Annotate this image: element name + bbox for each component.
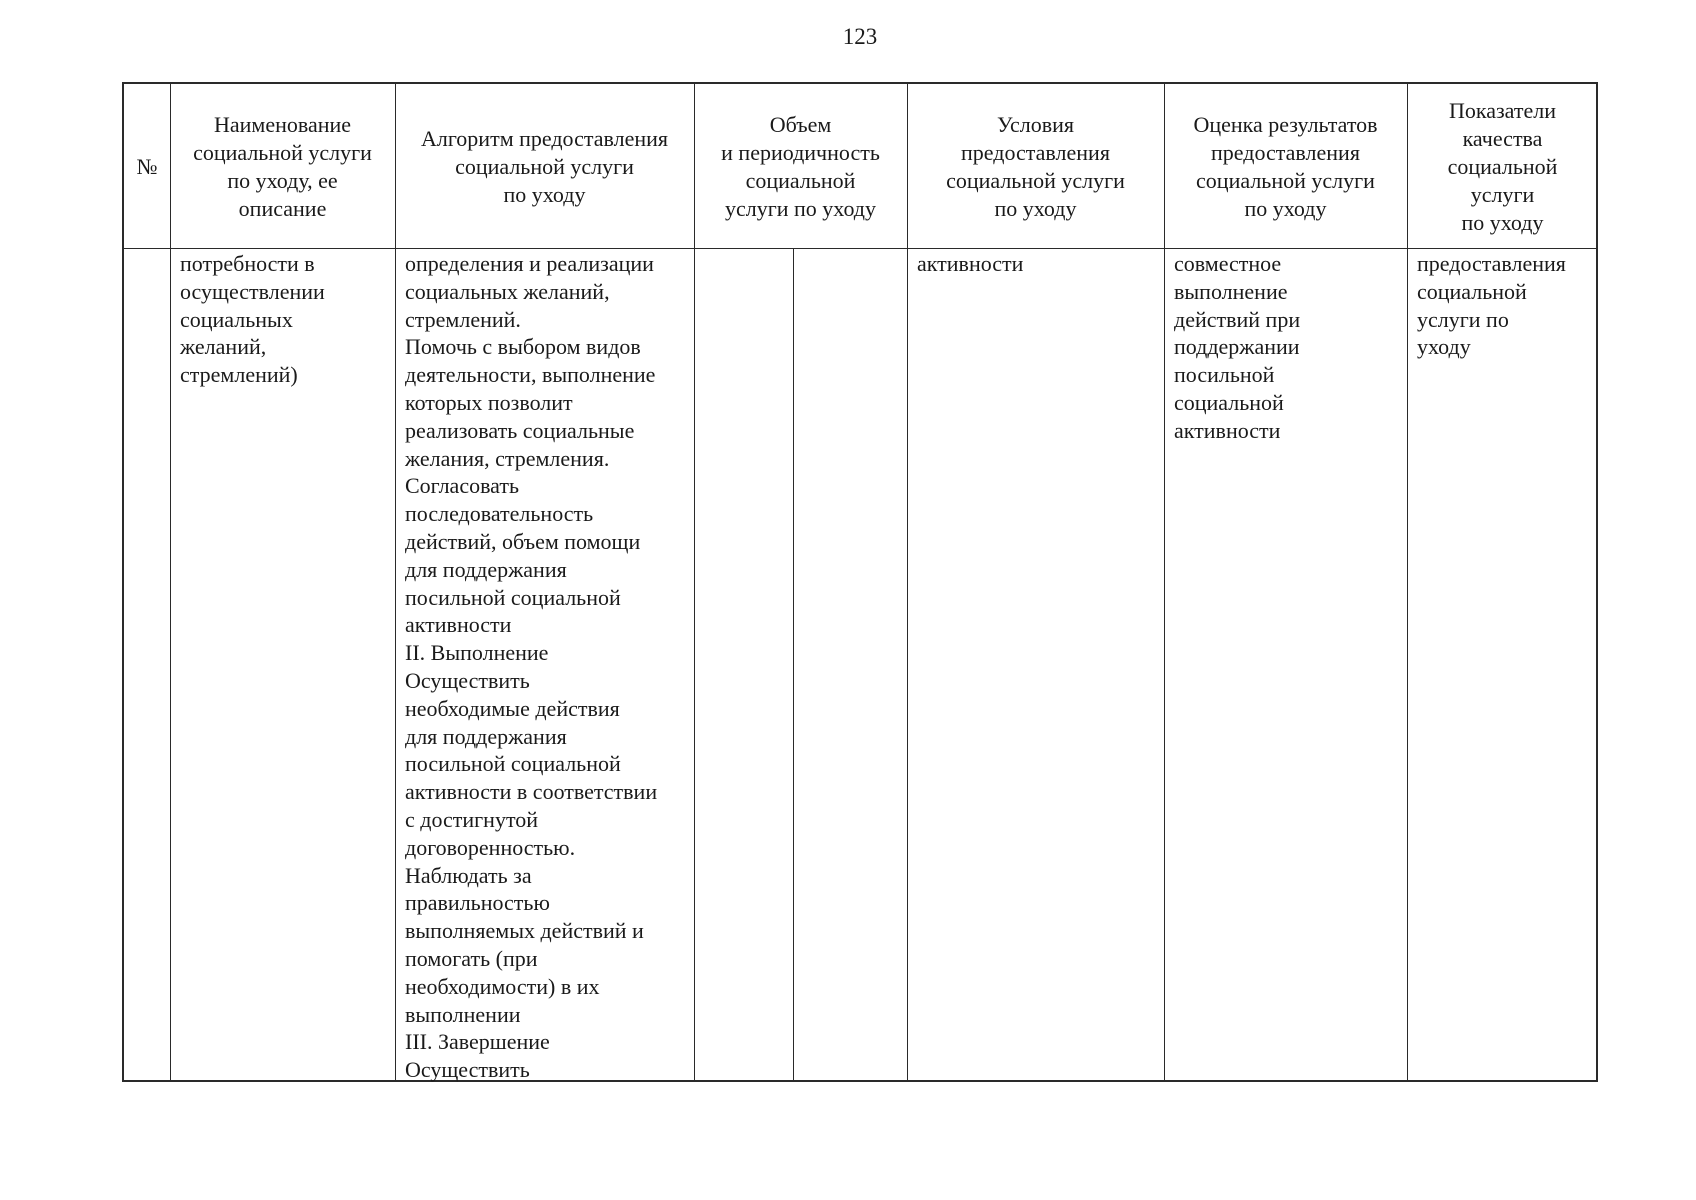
services-table: [122, 82, 1598, 1082]
cell-conditions: активности: [917, 251, 1024, 276]
cell-quality: предоставления социальной услуги по уходу: [1417, 251, 1566, 360]
page-number: 123: [842, 24, 878, 49]
cell-service-name: потребности в осуществлении социальных желаний, стремлений): [180, 251, 325, 388]
header-conditions: Условия предоставления социальной услуги по уходу: [946, 111, 1125, 221]
header-algorithm: Алгоритм предоставления социальной услуги по уходу: [420, 125, 669, 207]
header-quality: Показатели качества социальной услуги по уходу: [1447, 97, 1558, 235]
header-evaluation: Оценка результатов предоставления социальной услуги по уходу: [1193, 111, 1378, 221]
header-number: №: [136, 153, 158, 179]
cell-algorithm: определения и реализации социальных желаний, стремлений. Помочь с выбором видов деятельности, выполнение которых позволит реализовать социальные желания, стремления. Согласовать последовательность действий, объем помощи для поддержания посильной социальной активности II. Выполнение Осуществить необходимые действия для поддержания посильной социальной активности в соответствии с достигнутой договоренностью. Наблюдать за правильностью выполняемых действий и помогать (при необходимости) в их выполнении III. Завершение Осуществить: [405, 251, 658, 1083]
column-subdivider: [793, 249, 794, 1080]
header-service-name: Наименование социальной услуги по уходу, ее описание: [193, 111, 372, 221]
header-volume: Объем и периодичность социальной услуги по уходу: [721, 111, 880, 221]
cell-evaluation: совместное выполнение действий при поддержании посильной социальной активности: [1174, 251, 1301, 443]
